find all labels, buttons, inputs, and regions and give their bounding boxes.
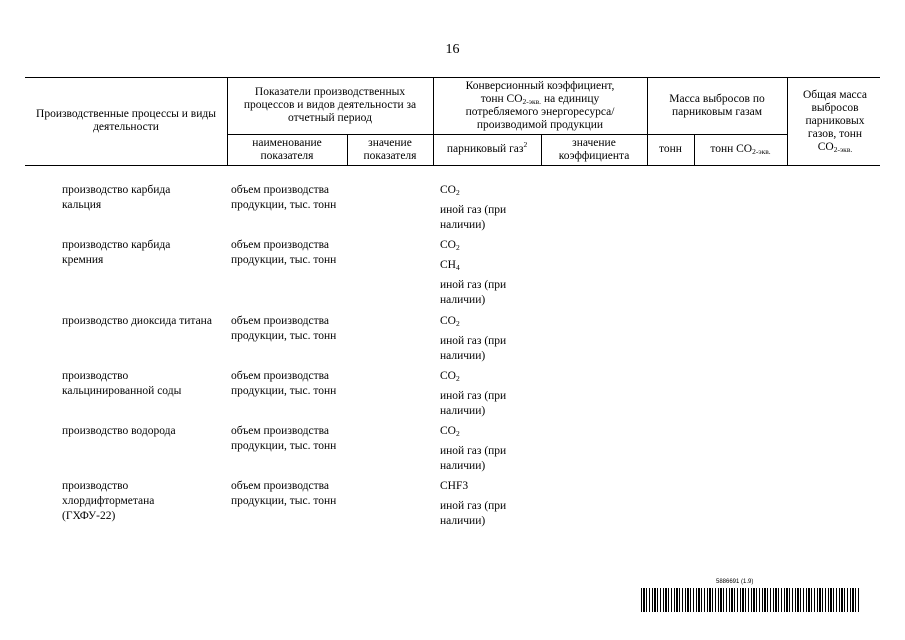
- indicator-name: объем производства продукции, тыс. тонн: [231, 480, 337, 507]
- barcode-number: 5886691 (1.9): [716, 579, 754, 585]
- header-total-mass: Общая масса выбросов парниковых газов, тонн $CO_{2-экв.}$: [802, 88, 868, 154]
- col-divider: [787, 77, 788, 165]
- col-divider: [433, 77, 434, 165]
- gas-name: CHF3: [440, 480, 469, 492]
- indicator-name: объем производства продукции, тыс. тонн: [231, 239, 337, 266]
- header-emissions-tonnes: тонн: [659, 143, 682, 155]
- process-name: производство водорода: [62, 425, 176, 437]
- gas-name: иной газ (при наличии): [440, 500, 507, 527]
- gas-name: $CO_2$: [440, 370, 460, 383]
- gas-name: $CO_2$: [440, 315, 460, 328]
- header-conversion-group: Конверсионный коэффициент, тонн $CO_{2-экв.}$ на единицу потребляемого энергоресурса/ производимой продукции: [465, 79, 615, 131]
- header-emissions-co2eq: тонн $CO_{2-экв.}$: [710, 143, 771, 156]
- col-divider: [541, 134, 542, 165]
- gas-name: иной газ (при наличии): [440, 390, 507, 417]
- gas-name: $CH_4$: [440, 259, 460, 272]
- gas-name: иной газ (при наличии): [440, 335, 507, 362]
- indicator-name: объем производства продукции, тыс. тонн: [231, 315, 337, 342]
- gas-name: иной газ (при наличии): [440, 445, 507, 472]
- gas-name: $CO_2$: [440, 239, 460, 252]
- header-greenhouse-gas: парниковый газ$^2$: [446, 140, 528, 155]
- gas-name: $CO_2$: [440, 425, 460, 438]
- process-name: производство кальцинированной соды: [62, 370, 182, 397]
- header-bottom-border: [25, 165, 880, 166]
- header-coefficient-value: значение коэффициента: [558, 136, 630, 162]
- process-name: производство диоксида титана: [62, 315, 212, 327]
- gas-name: иной газ (при наличии): [440, 204, 507, 231]
- gas-name: иной газ (при наличии): [440, 279, 507, 306]
- process-name: производство карбида кремния: [62, 239, 171, 266]
- process-name: производство карбида кальция: [62, 184, 171, 211]
- process-name: производство хлордифторметана (ГХФУ-22): [62, 480, 155, 522]
- indicator-name: объем производства продукции, тыс. тонн: [231, 370, 337, 397]
- header-indicator-value: значение показателя: [363, 136, 417, 162]
- col-divider: [227, 77, 228, 165]
- page-number: 16: [445, 42, 460, 57]
- col-divider: [347, 134, 348, 165]
- col-divider: [694, 134, 695, 165]
- col-divider: [647, 77, 648, 165]
- header-emissions-group: Масса выбросов по парниковым газам: [669, 92, 765, 118]
- gas-name: $CO_2$: [440, 184, 460, 197]
- header-indicators-group: Показатели производственных процессов и видов деятельности за отчетный период: [243, 86, 417, 124]
- header-processes: Производственные процессы и виды деятельности: [36, 108, 216, 133]
- header-indicator-name: наименование показателя: [252, 136, 322, 162]
- barcode: [641, 588, 859, 612]
- indicator-name: объем производства продукции, тыс. тонн: [231, 425, 337, 452]
- indicator-name: объем производства продукции, тыс. тонн: [231, 184, 337, 211]
